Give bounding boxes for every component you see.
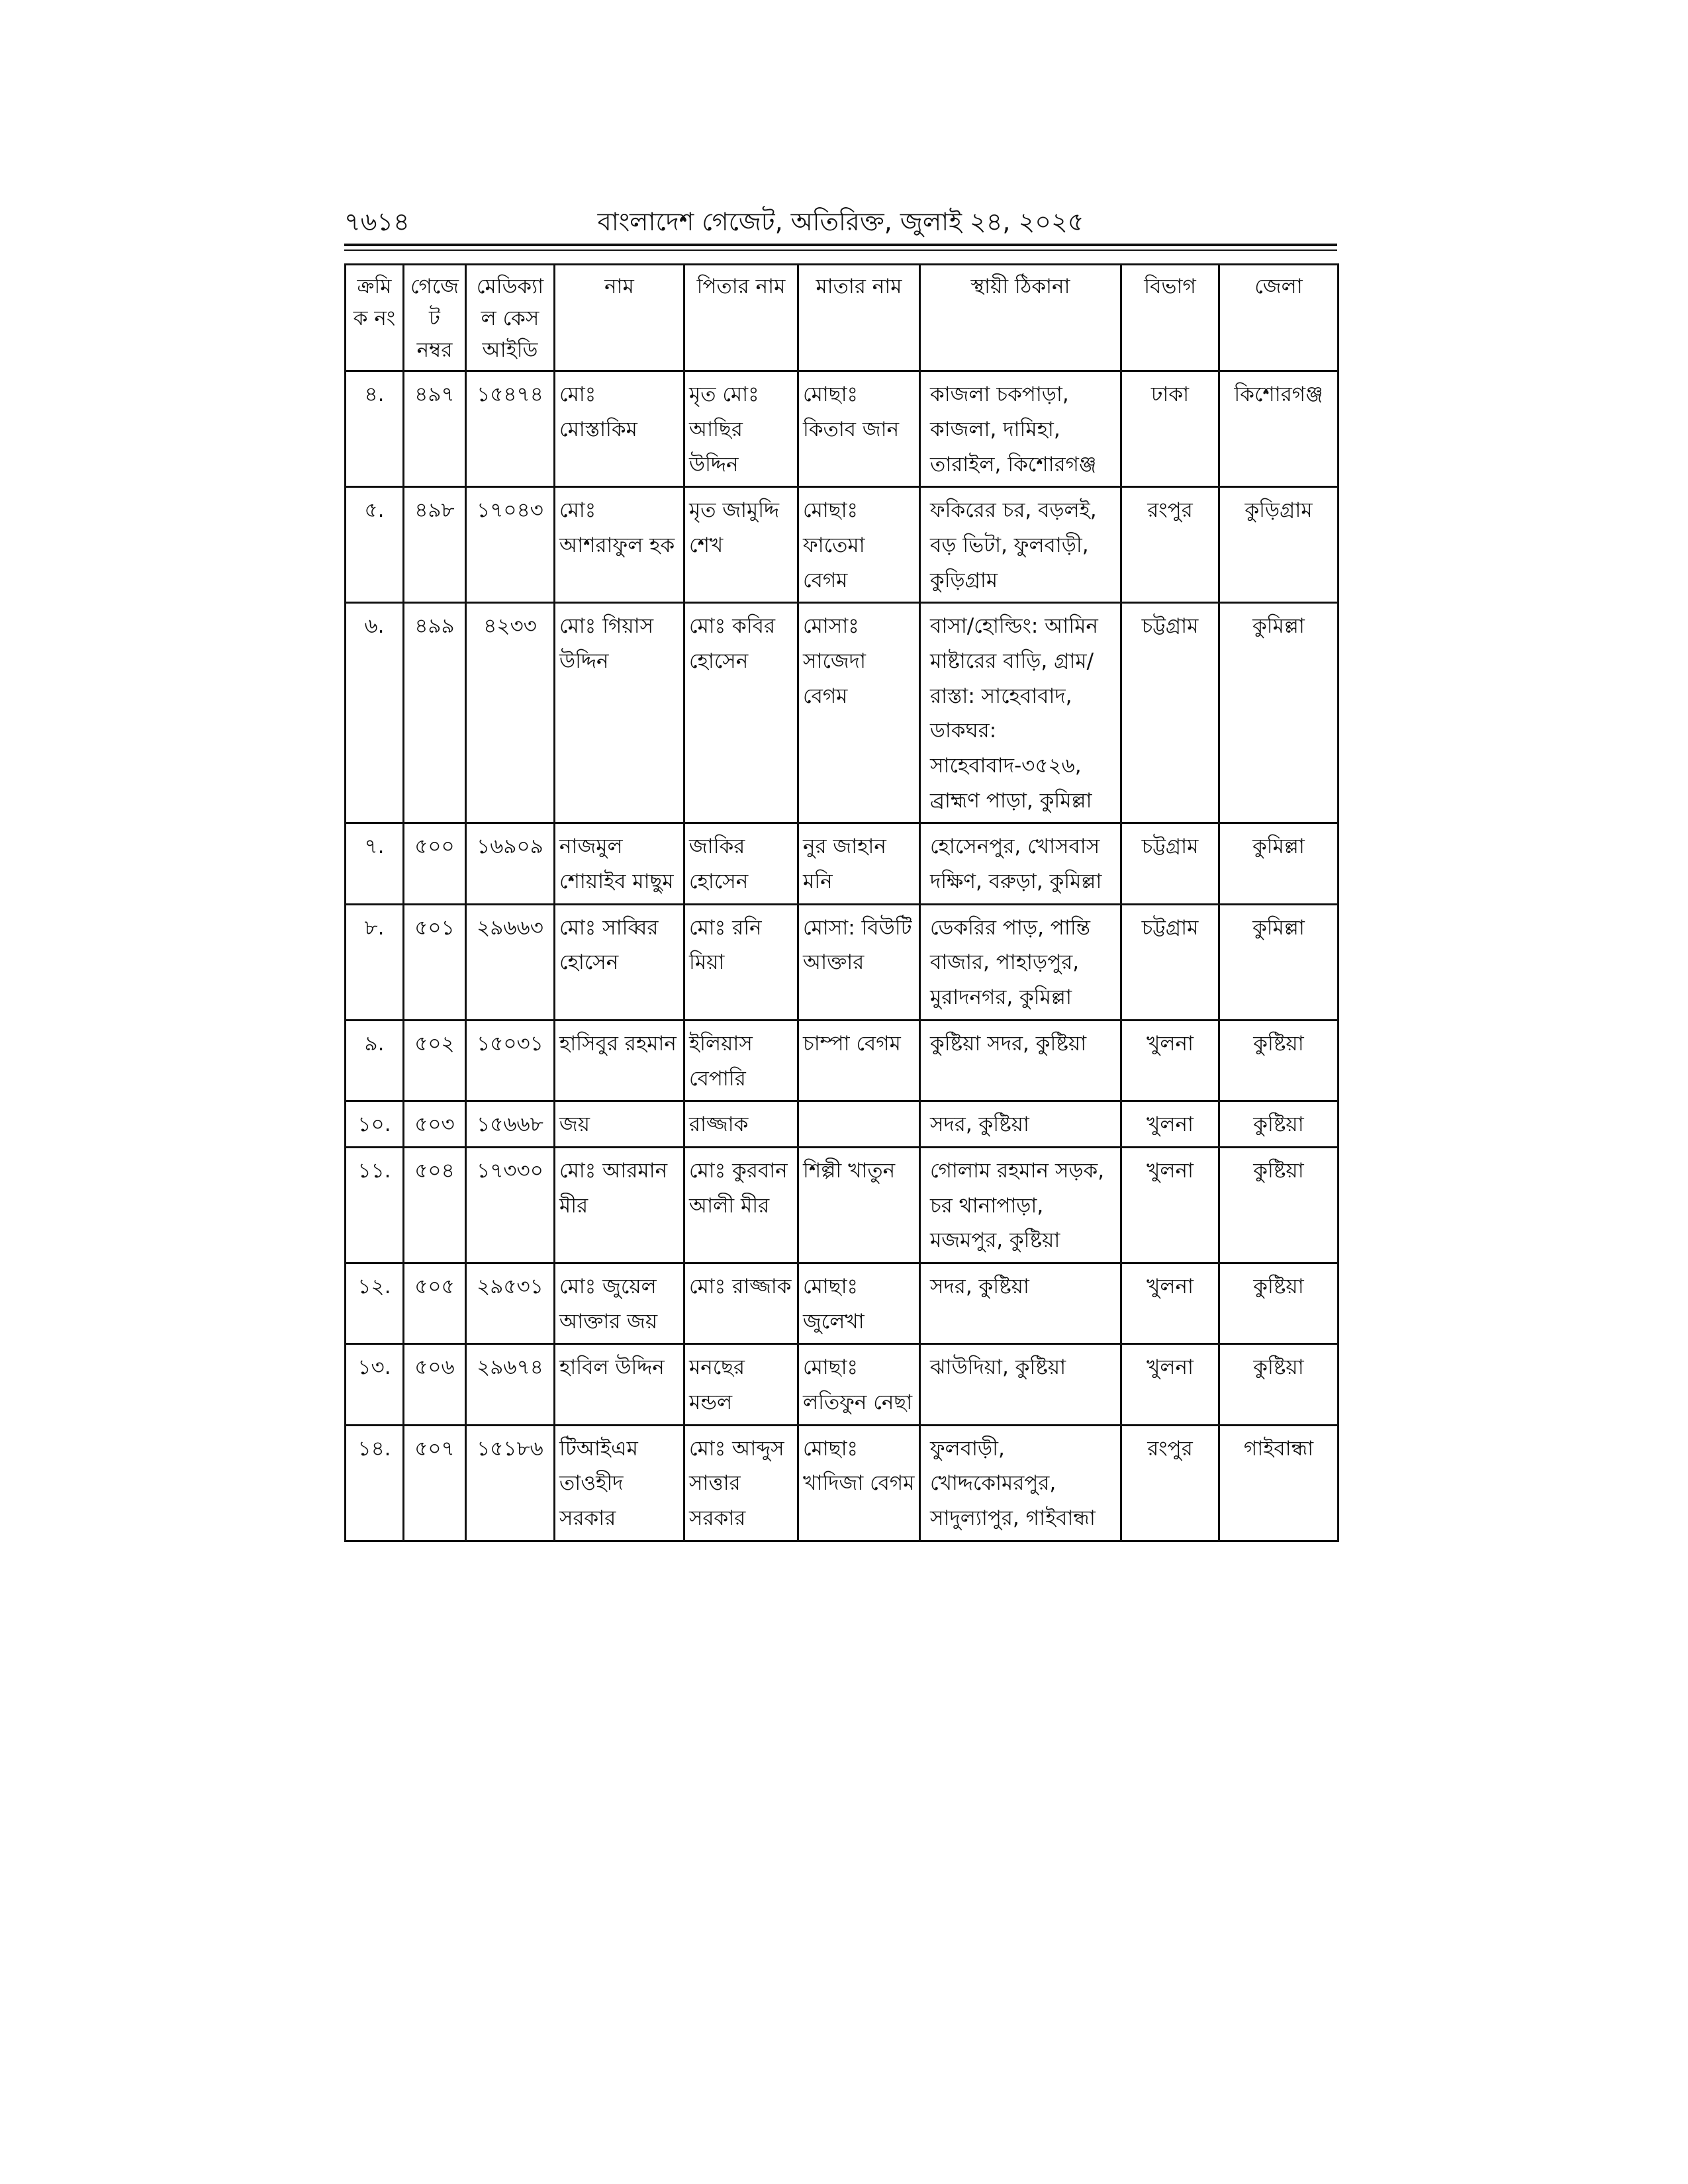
case-id-cell: ১৬৯০৯	[466, 823, 555, 904]
mother-name-cell: মোছাঃ জুলেখা	[798, 1263, 920, 1343]
division-cell: চট্টগ্রাম	[1121, 603, 1219, 823]
division-cell: খুলনা	[1121, 1020, 1219, 1101]
case-id-cell: ১৫০৩১	[466, 1020, 555, 1101]
table-row	[346, 1147, 1338, 1263]
father-name-cell: মৃত জামুদ্দি শেখ	[684, 487, 798, 603]
serial-cell: ১৩.	[346, 1344, 404, 1425]
table-row	[346, 1425, 1338, 1541]
page-title: বাংলাদেশ গেজেট, অতিরিক্ত, জুলাই ২৪, ২০২৫	[597, 207, 1084, 236]
serial-cell: ১৪.	[346, 1425, 404, 1541]
mother-name-cell	[798, 1101, 920, 1148]
district-cell: কুমিল্লা	[1219, 904, 1338, 1020]
case-id-cell: ২৯৬৬৩	[466, 904, 555, 1020]
district-cell: কুমিল্লা	[1219, 823, 1338, 904]
gazette-number-cell: ৫০৭	[404, 1425, 466, 1541]
case-id-cell: ১৫৪৭৪	[466, 371, 555, 487]
name-cell: হাসিবুর রহমান	[555, 1020, 684, 1101]
address-cell: সদর, কুষ্টিয়া	[920, 1263, 1121, 1343]
column-header: মেডিক্যাল কেস আইডি	[466, 265, 555, 371]
gazette-number-cell: ৫০৩	[404, 1101, 466, 1148]
mother-name-cell: মোছাঃ কিতাব জান	[798, 371, 920, 487]
name-cell: নাজমুল শোয়াইব মাছুম	[555, 823, 684, 904]
address-cell: হোসেনপুর, খোসবাস দক্ষিণ, বরুড়া, কুমিল্লা	[920, 823, 1121, 904]
district-cell: কুষ্টিয়া	[1219, 1101, 1338, 1148]
gazette-number-cell: ৪৯৯	[404, 603, 466, 823]
mother-name-cell: নুর জাহান মনি	[798, 823, 920, 904]
gazette-number-cell: ৫০০	[404, 823, 466, 904]
table-header-row	[346, 265, 1338, 371]
mother-name-cell: মোসা: বিউটি আক্তার	[798, 904, 920, 1020]
column-header: জেলা	[1219, 265, 1338, 371]
gazette-number-cell: ৫০৫	[404, 1263, 466, 1343]
address-cell: কুষ্টিয়া সদর, কুষ্টিয়া	[920, 1020, 1121, 1101]
mother-name-cell: চাম্পা বেগম	[798, 1020, 920, 1101]
column-header: গেজেট নম্বর	[404, 265, 466, 371]
father-name-cell: মোঃ রনি মিয়া	[684, 904, 798, 1020]
column-header: স্থায়ী ঠিকানা	[920, 265, 1121, 371]
address-cell: গোলাম রহমান সড়ক, চর থানাপাড়া, মজমপুর, কুষ্টিয়া	[920, 1147, 1121, 1263]
father-name-cell: মনছের মন্ডল	[684, 1344, 798, 1425]
table-row	[346, 487, 1338, 603]
name-cell: টিআইএম তাওহীদ সরকার	[555, 1425, 684, 1541]
table-row	[346, 1101, 1338, 1148]
table-row	[346, 1344, 1338, 1425]
serial-cell: ৯.	[346, 1020, 404, 1101]
column-header: মাতার নাম	[798, 265, 920, 371]
case-id-cell: ১৫৬৬৮	[466, 1101, 555, 1148]
gazette-number-cell: ৫০৬	[404, 1344, 466, 1425]
serial-cell: ৪.	[346, 371, 404, 487]
father-name-cell: মোঃ কুরবান আলী মীর	[684, 1147, 798, 1263]
district-cell: কুমিল্লা	[1219, 603, 1338, 823]
division-cell: খুলনা	[1121, 1344, 1219, 1425]
table-body	[346, 371, 1338, 1541]
table-row	[346, 1263, 1338, 1343]
serial-cell: ৬.	[346, 603, 404, 823]
mother-name-cell: মোছাঃ ফাতেমা বেগম	[798, 487, 920, 603]
district-cell: গাইবান্ধা	[1219, 1425, 1338, 1541]
name-cell: মোঃ আরমান মীর	[555, 1147, 684, 1263]
header-rule-thick	[344, 244, 1337, 246]
case-id-cell: ২৯৫৩১	[466, 1263, 555, 1343]
name-cell: মোঃ গিয়াস উদ্দিন	[555, 603, 684, 823]
division-cell: খুলনা	[1121, 1147, 1219, 1263]
mother-name-cell: মোসাঃ সাজেদা বেগম	[798, 603, 920, 823]
gazette-number-cell: ৫০১	[404, 904, 466, 1020]
division-cell: রংপুর	[1121, 487, 1219, 603]
division-cell: চট্টগ্রাম	[1121, 904, 1219, 1020]
division-cell: খুলনা	[1121, 1101, 1219, 1148]
father-name-cell: রাজ্জাক	[684, 1101, 798, 1148]
table-row	[346, 1020, 1338, 1101]
father-name-cell: ইলিয়াস বেপারি	[684, 1020, 798, 1101]
district-cell: কিশোরগঞ্জ	[1219, 371, 1338, 487]
address-cell: সদর, কুষ্টিয়া	[920, 1101, 1121, 1148]
serial-cell: ৮.	[346, 904, 404, 1020]
name-cell: মোঃ সাব্বির হোসেন	[555, 904, 684, 1020]
serial-cell: ১১.	[346, 1147, 404, 1263]
name-cell: জয়	[555, 1101, 684, 1148]
column-header: বিভাগ	[1121, 265, 1219, 371]
division-cell: চট্টগ্রাম	[1121, 823, 1219, 904]
name-cell: মোঃ আশরাফুল হক	[555, 487, 684, 603]
gazette-number-cell: ৫০২	[404, 1020, 466, 1101]
serial-cell: ১০.	[346, 1101, 404, 1148]
case-id-cell: ২৯৬৭৪	[466, 1344, 555, 1425]
mother-name-cell: মোছাঃ খাদিজা বেগম	[798, 1425, 920, 1541]
address-cell: ডেকরির পাড়, পান্তি বাজার, পাহাড়পুর, মুরাদনগর, কুমিল্লা	[920, 904, 1121, 1020]
page-number: ৭৬১৪	[344, 207, 410, 236]
father-name-cell: মোঃ আব্দুস সাত্তার সরকার	[684, 1425, 798, 1541]
gazette-number-cell: ৪৯৮	[404, 487, 466, 603]
table-row	[346, 371, 1338, 487]
page-header	[344, 202, 1337, 242]
address-cell: ফুলবাড়ী, খোদ্দকোমরপুর, সাদুল্যাপুর, গাইবান্ধা	[920, 1425, 1121, 1541]
table-row	[346, 904, 1338, 1020]
table-row	[346, 823, 1338, 904]
serial-cell: ১২.	[346, 1263, 404, 1343]
gazette-number-cell: ৪৯৭	[404, 371, 466, 487]
address-cell: কাজলা চকপাড়া, কাজলা, দামিহা, তারাইল, কিশোরগঞ্জ	[920, 371, 1121, 487]
column-header: পিতার নাম	[684, 265, 798, 371]
address-cell: ঝাউদিয়া, কুষ্টিয়া	[920, 1344, 1121, 1425]
father-name-cell: মোঃ রাজ্জাক	[684, 1263, 798, 1343]
district-cell: কুষ্টিয়া	[1219, 1147, 1338, 1263]
mother-name-cell: মোছাঃ লতিফুন নেছা	[798, 1344, 920, 1425]
division-cell: খুলনা	[1121, 1263, 1219, 1343]
gazette-number-cell: ৫০৪	[404, 1147, 466, 1263]
district-cell: কুষ্টিয়া	[1219, 1344, 1338, 1425]
father-name-cell: মৃত মোঃ আছির উদ্দিন	[684, 371, 798, 487]
serial-cell: ৫.	[346, 487, 404, 603]
case-id-cell: ১৭০৪৩	[466, 487, 555, 603]
case-id-cell: ৪২৩৩	[466, 603, 555, 823]
division-cell: ঢাকা	[1121, 371, 1219, 487]
address-cell: বাসা/হোল্ডিং: আমিন মাষ্টারের বাড়ি, গ্রাম/রাস্তা: সাহেবাবাদ, ডাকঘর: সাহেবাবাদ-৩৫২৬, ব্রাহ্মণ পাড়া, কুমিল্লা	[920, 603, 1121, 823]
father-name-cell: জাকির হোসেন	[684, 823, 798, 904]
table-row	[346, 603, 1338, 823]
case-id-cell: ১৭৩৩০	[466, 1147, 555, 1263]
gazette-table	[344, 263, 1339, 1542]
header-rule-thin	[344, 250, 1337, 251]
district-cell: কুষ্টিয়া	[1219, 1020, 1338, 1101]
case-id-cell: ১৫১৮৬	[466, 1425, 555, 1541]
mother-name-cell: শিল্পী খাতুন	[798, 1147, 920, 1263]
district-cell: কুড়িগ্রাম	[1219, 487, 1338, 603]
name-cell: মোঃ জুয়েল আক্তার জয়	[555, 1263, 684, 1343]
division-cell: রংপুর	[1121, 1425, 1219, 1541]
address-cell: ফকিরের চর, বড়লই, বড় ভিটা, ফুলবাড়ী, কুড়িগ্রাম	[920, 487, 1121, 603]
column-header: নাম	[555, 265, 684, 371]
name-cell: হাবিল উদ্দিন	[555, 1344, 684, 1425]
name-cell: মোঃ মোস্তাকিম	[555, 371, 684, 487]
column-header: ক্রমিক নং	[346, 265, 404, 371]
father-name-cell: মোঃ কবির হোসেন	[684, 603, 798, 823]
serial-cell: ৭.	[346, 823, 404, 904]
district-cell: কুষ্টিয়া	[1219, 1263, 1338, 1343]
